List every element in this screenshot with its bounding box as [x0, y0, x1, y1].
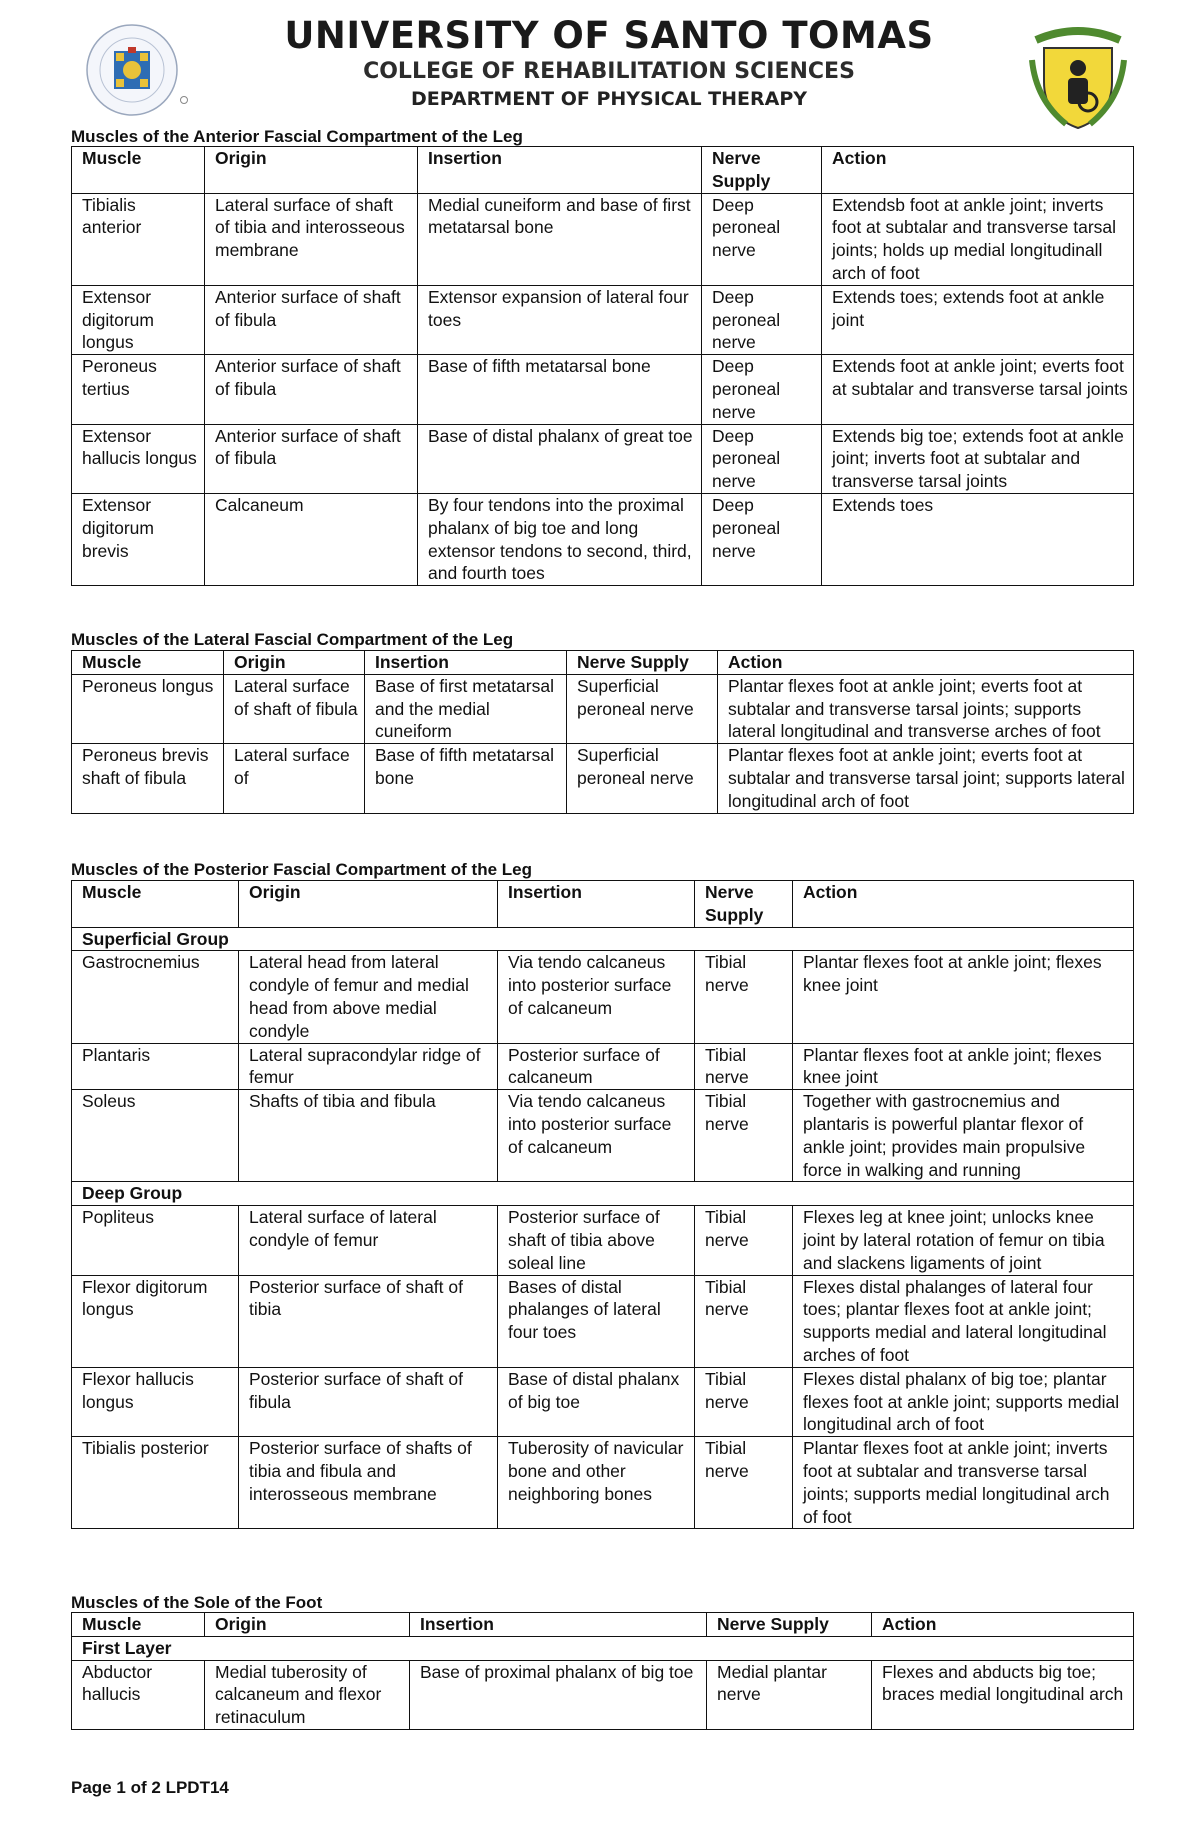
action-cell: Flexes and abducts big toe; braces medial longitudinal arch — [872, 1660, 1134, 1729]
origin-cell: Posterior surface of shaft of tibia — [239, 1275, 498, 1367]
muscle-cell: Peroneus tertius — [72, 355, 205, 424]
insertion-cell: Base of first metatarsal and the medial cuneiform — [365, 674, 567, 743]
first-layer-label: First Layer — [72, 1636, 1134, 1660]
muscle-cell: Peroneus brevis shaft of fibula — [72, 744, 224, 813]
action-cell: Flexes distal phalanges of lateral four toes; plantar flexes foot at ankle joint; supports medial and lateral longitudinal arches of foot — [793, 1275, 1134, 1367]
insertion-cell: Posterior surface of calcaneum — [498, 1043, 695, 1090]
table-row — [72, 1437, 1134, 1529]
header-action: Action — [718, 651, 1134, 675]
insertion-cell: Bases of distal phalanges of lateral four toes — [498, 1275, 695, 1367]
action-cell: Extendsb foot at ankle joint; inverts foot at subtalar and transverse tarsal joints; holds up medial longitudinall arch of foot — [822, 193, 1134, 285]
college-name: COLLEGE OF REHABILITATION SCIENCES — [363, 59, 855, 84]
lateral-section-title: Muscles of the Lateral Fascial Compartment of the Leg — [71, 630, 514, 649]
table-header-row — [72, 1613, 1134, 1637]
table-row — [72, 355, 1134, 424]
deep-group-label: Deep Group — [72, 1182, 1134, 1206]
header-insertion: Insertion — [410, 1613, 707, 1637]
posterior-section-title: Muscles of the Posterior Fascial Compartment of the Leg — [71, 860, 532, 879]
table-header-row — [72, 147, 1134, 194]
page-count: 2 — [151, 1778, 161, 1797]
muscle-cell: Tibialis anterior — [72, 193, 205, 285]
anterior-muscles-table — [71, 146, 1134, 586]
table-row — [72, 951, 1134, 1043]
muscle-cell: Abductor hallucis — [72, 1660, 205, 1729]
header-action: Action — [872, 1613, 1134, 1637]
insertion-cell: Via tendo calcaneus into posterior surface of calcaneum — [498, 1090, 695, 1182]
action-cell: Extends toes — [822, 493, 1134, 585]
department-name: DEPARTMENT OF PHYSICAL THERAPY — [410, 88, 808, 110]
table-row — [72, 424, 1134, 493]
document-code: LPDT14 — [165, 1778, 229, 1797]
insertion-cell: Base of proximal phalanx of big toe — [410, 1660, 707, 1729]
college-crest-logo — [1026, 20, 1130, 132]
nerve-cell: Tibial nerve — [695, 1043, 793, 1090]
page-footer — [71, 1778, 229, 1798]
insertion-cell: Tuberosity of navicular bone and other neighboring bones — [498, 1437, 695, 1529]
header-insertion: Insertion — [498, 881, 695, 928]
nerve-cell: Superficial peroneal nerve — [567, 744, 718, 813]
muscle-cell: Soleus — [72, 1090, 239, 1182]
superficial-group-label: Superficial Group — [72, 927, 1134, 951]
header-nerve-supply: Nerve Supply — [702, 147, 822, 194]
nerve-cell: Deep peroneal nerve — [702, 493, 822, 585]
nerve-cell: Tibial nerve — [695, 951, 793, 1043]
nerve-cell: Tibial nerve — [695, 1206, 793, 1275]
header-insertion: Insertion — [365, 651, 567, 675]
page-label: Page — [71, 1778, 112, 1797]
table-row — [72, 674, 1134, 743]
action-cell: Extends big toe; extends foot at ankle joint; inverts foot at subtalar and transverse tarsal joints — [822, 424, 1134, 493]
header-action: Action — [793, 881, 1134, 928]
muscle-cell: Gastrocnemius — [72, 951, 239, 1043]
origin-cell: Lateral supracondylar ridge of femur — [239, 1043, 498, 1090]
header-muscle: Muscle — [72, 881, 239, 928]
of-label: of — [130, 1778, 147, 1797]
group-row — [72, 927, 1134, 951]
action-cell: Extends foot at ankle joint; everts foot at subtalar and transverse tarsal joints — [822, 355, 1134, 424]
lateral-muscles-table — [71, 650, 1134, 814]
insertion-cell: Via tendo calcaneus into posterior surface of calcaneum — [498, 951, 695, 1043]
origin-cell: Shafts of tibia and fibula — [239, 1090, 498, 1182]
origin-cell: Posterior surface of shafts of tibia and fibula and interosseous membrane — [239, 1437, 498, 1529]
insertion-cell: Base of distal phalanx of big toe — [498, 1367, 695, 1436]
origin-cell: Lateral surface of — [224, 744, 365, 813]
header-origin: Origin — [205, 147, 418, 194]
muscle-cell: Extensor digitorum longus — [72, 285, 205, 354]
header-muscle: Muscle — [72, 147, 205, 194]
header-muscle: Muscle — [72, 1613, 205, 1637]
table-row — [72, 744, 1134, 813]
origin-cell: Calcaneum — [205, 493, 418, 585]
nerve-cell: Deep peroneal nerve — [702, 424, 822, 493]
nerve-cell: Deep peroneal nerve — [702, 355, 822, 424]
nerve-cell: Deep peroneal nerve — [702, 285, 822, 354]
header-insertion: Insertion — [418, 147, 702, 194]
muscle-cell: Extensor digitorum brevis — [72, 493, 205, 585]
group-row — [72, 1636, 1134, 1660]
origin-cell: Lateral surface of shaft of fibula — [224, 674, 365, 743]
action-cell: Extends toes; extends foot at ankle joint — [822, 285, 1134, 354]
letterhead — [80, 10, 1130, 118]
action-cell: Plantar flexes foot at ankle joint; flexes knee joint — [793, 951, 1134, 1043]
action-cell: Plantar flexes foot at ankle joint; flexes knee joint — [793, 1043, 1134, 1090]
nerve-cell: Tibial nerve — [695, 1367, 793, 1436]
table-header-row — [72, 651, 1134, 675]
table-row — [72, 1275, 1134, 1367]
origin-cell: Lateral surface of lateral condyle of femur — [239, 1206, 498, 1275]
action-cell: Plantar flexes foot at ankle joint; everts foot at subtalar and transverse tarsal joints; supports lateral longitudinal and transverse arches of foot — [718, 674, 1134, 743]
muscle-cell: Flexor digitorum longus — [72, 1275, 239, 1367]
header-origin: Origin — [239, 881, 498, 928]
insertion-cell: Posterior surface of shaft of tibia above soleal line — [498, 1206, 695, 1275]
muscle-cell: Tibialis posterior — [72, 1437, 239, 1529]
header-action: Action — [822, 147, 1134, 194]
nerve-cell: Tibial nerve — [695, 1090, 793, 1182]
header-nerve-supply: Nerve Supply — [695, 881, 793, 928]
table-header-row — [72, 881, 1134, 928]
origin-cell: Anterior surface of shaft of fibula — [205, 355, 418, 424]
muscle-cell: Plantaris — [72, 1043, 239, 1090]
table-row — [72, 193, 1134, 285]
action-cell: Together with gastrocnemius and plantaris is powerful plantar flexor of ankle joint; provides main propulsive force in walking and running — [793, 1090, 1134, 1182]
muscle-cell: Flexor hallucis longus — [72, 1367, 239, 1436]
page-number: 1 — [116, 1778, 126, 1797]
university-name: UNIVERSITY OF SANTO TOMAS — [284, 14, 934, 57]
origin-cell: Anterior surface of shaft of fibula — [205, 424, 418, 493]
table-row — [72, 1090, 1134, 1182]
header-nerve-supply: Nerve Supply — [567, 651, 718, 675]
insertion-cell: Extensor expansion of lateral four toes — [418, 285, 702, 354]
action-cell: Flexes leg at knee joint; unlocks knee joint by lateral rotation of femur on tibia and slackens ligaments of joint — [793, 1206, 1134, 1275]
insertion-cell: Base of fifth metatarsal bone — [365, 744, 567, 813]
ust-seal-logo — [80, 22, 198, 117]
insertion-cell: By four tendons into the proximal phalanx of big toe and long extensor tendons to second, third, and fourth toes — [418, 493, 702, 585]
header-muscle: Muscle — [72, 651, 224, 675]
action-cell: Plantar flexes foot at ankle joint; inverts foot at subtalar and transverse tarsal joints; supports medial longitudinal arch of foot — [793, 1437, 1134, 1529]
table-row — [72, 1043, 1134, 1090]
table-row — [72, 493, 1134, 585]
muscle-cell: Extensor hallucis longus — [72, 424, 205, 493]
origin-cell: Medial tuberosity of calcaneum and flexor retinaculum — [205, 1660, 410, 1729]
origin-cell: Posterior surface of shaft of fibula — [239, 1367, 498, 1436]
nerve-cell: Superficial peroneal nerve — [567, 674, 718, 743]
muscle-cell: Popliteus — [72, 1206, 239, 1275]
nerve-cell: Tibial nerve — [695, 1275, 793, 1367]
table-row — [72, 1367, 1134, 1436]
table-row — [72, 1660, 1134, 1729]
header-origin: Origin — [205, 1613, 410, 1637]
insertion-cell: Base of distal phalanx of great toe — [418, 424, 702, 493]
action-cell: Plantar flexes foot at ankle joint; everts foot at subtalar and transverse tarsal joint; supports lateral longitudinal arch of foot — [718, 744, 1134, 813]
insertion-cell: Base of fifth metatarsal bone — [418, 355, 702, 424]
nerve-cell: Deep peroneal nerve — [702, 193, 822, 285]
muscle-cell: Peroneus longus — [72, 674, 224, 743]
header-nerve-supply: Nerve Supply — [707, 1613, 872, 1637]
table-row — [72, 1206, 1134, 1275]
header-origin: Origin — [224, 651, 365, 675]
origin-cell: Lateral head from lateral condyle of femur and medial head from above medial condyle — [239, 951, 498, 1043]
insertion-cell: Medial cuneiform and base of first metatarsal bone — [418, 193, 702, 285]
group-row — [72, 1182, 1134, 1206]
nerve-cell: Tibial nerve — [695, 1437, 793, 1529]
nerve-cell: Medial plantar nerve — [707, 1660, 872, 1729]
sole-section-title: Muscles of the Sole of the Foot — [71, 1593, 323, 1612]
origin-cell: Anterior surface of shaft of fibula — [205, 285, 418, 354]
table-row — [72, 285, 1134, 354]
sole-muscles-table — [71, 1612, 1134, 1730]
action-cell: Flexes distal phalanx of big toe; plantar flexes foot at ankle joint; supports medial longitudinal arch of foot — [793, 1367, 1134, 1436]
origin-cell: Lateral surface of shaft of tibia and interosseous membrane — [205, 193, 418, 285]
posterior-muscles-table — [71, 880, 1134, 1529]
anterior-section-title: Muscles of the Anterior Fascial Compartment of the Leg — [71, 127, 523, 146]
